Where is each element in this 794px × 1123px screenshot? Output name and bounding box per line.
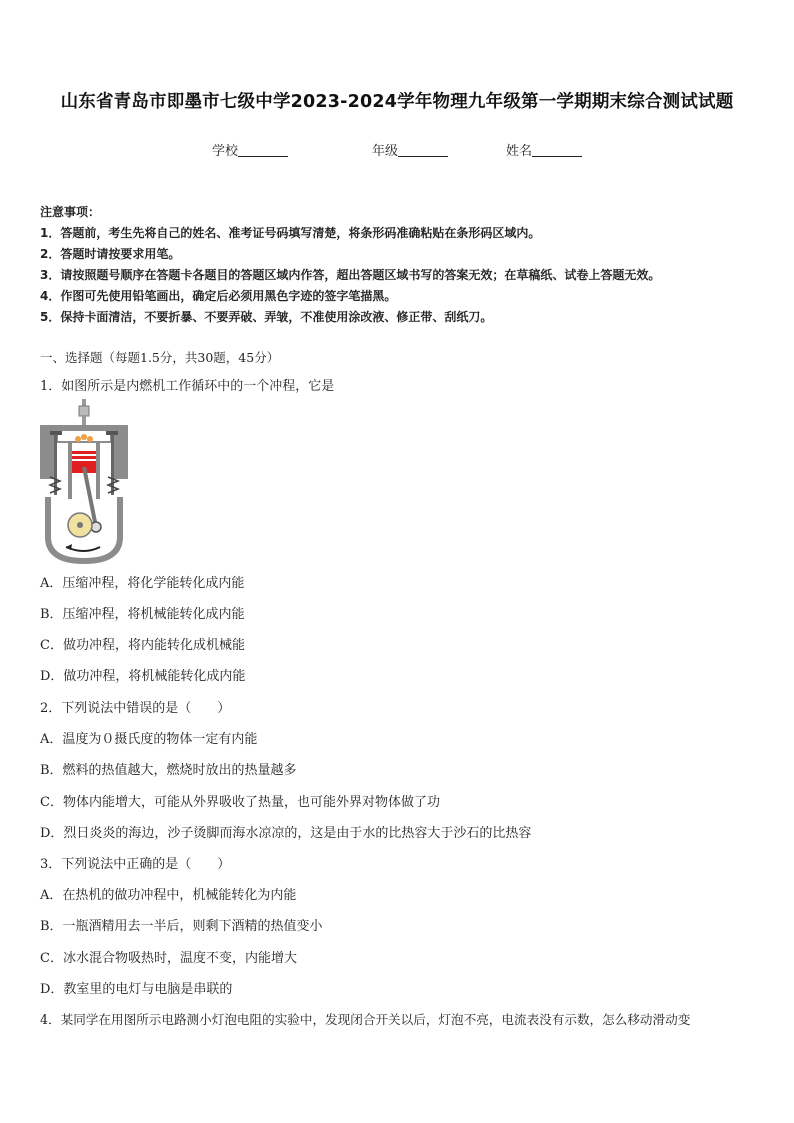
name-blank[interactable]: [532, 142, 582, 157]
question-3-stem: 3．下列说法中正确的是（ ）: [40, 857, 231, 872]
notice-item: 2．答题时请按要求用笔。: [40, 247, 181, 261]
notice-heading: 注意事项：: [40, 205, 101, 219]
notice-item: 5．保持卡面清洁，不要折暴、不要弄破、弄皱，不准使用涂改液、修正带、刮纸刀。: [40, 310, 493, 324]
question-2-stem: 2．下列说法中错误的是（ ）: [40, 701, 231, 716]
grade-field: [372, 140, 448, 159]
school-field: [212, 140, 288, 159]
question-3-option-a: A．在热机的做功冲程中，机械能转化为内能: [40, 888, 297, 903]
question-3-option-c: C．冰水混合物吸热时，温度不变，内能增大: [40, 951, 297, 966]
school-blank[interactable]: [238, 142, 288, 157]
notice-item: 3．请按照题号顺序在答题卡各题目的答题区域内作答，超出答题区域书写的答案无效；在草稿纸、试卷上答题无效。: [40, 268, 661, 282]
name-field: [506, 140, 582, 159]
question-2-option-c: C．物体内能增大，可能从外界吸收了热量，也可能外界对物体做了功: [40, 795, 440, 810]
question-2-option-d: D．烈日炎炎的海边，沙子烫脚而海水凉凉的，这是由于水的比热容大于沙石的比热容: [40, 826, 532, 841]
grade-label: 年级: [372, 144, 399, 159]
question-1-option-c: C．做功冲程，将内能转化成机械能: [40, 638, 245, 653]
notice-item: 4．作图可先使用铅笔画出，确定后必须用黑色字迹的签字笔描黑。: [40, 289, 397, 303]
crankshaft-wheel: [68, 513, 92, 537]
question-1-option-b: B．压缩冲程，将机械能转化成内能: [40, 607, 245, 622]
notice-item: 1．答题前，考生先将自己的姓名、准考证号码填写清楚，将条形码准确粘贴在条形码区域内。: [40, 226, 541, 240]
question-3-option-d: D．教室里的电灯与电脑是串联的: [40, 982, 233, 997]
question-1-stem: 1．如图所示是内燃机工作循环中的一个冲程，它是: [40, 379, 335, 394]
name-label: 姓名: [506, 144, 533, 159]
section-heading: 一、选择题（每题1.5分，共30题，45分）: [40, 350, 280, 365]
question-1-option-a: A．压缩冲程，将化学能转化成内能: [40, 576, 245, 591]
question-1-option-d: D．做功冲程，将机械能转化成内能: [40, 669, 246, 684]
question-3-option-b: B．一瓶酒精用去一半后，则剩下酒精的热值变小: [40, 919, 323, 934]
grade-blank[interactable]: [398, 142, 448, 157]
spark-plug-icon: [79, 399, 89, 426]
question-4-stem: 4．某同学在用图所示电路测小灯泡电阻的实验中，发现闭合开关以后，灯泡不亮，电流表没有示数，怎么移动滑动变: [40, 1012, 691, 1027]
school-label: 学校: [212, 144, 239, 159]
exam-title: 山东省青岛市即墨市七级中学2023-2024学年物理九年级第一学期期末综合测试试题: [60, 92, 734, 112]
engine-cylinder-figure: [38, 397, 130, 565]
rotation-arrow-icon: [66, 544, 100, 551]
question-2-option-b: B．燃料的热值越大，燃烧时放出的热量越多: [40, 763, 297, 778]
question-2-option-a: A．温度为０摄氏度的物体一定有内能: [40, 732, 258, 747]
